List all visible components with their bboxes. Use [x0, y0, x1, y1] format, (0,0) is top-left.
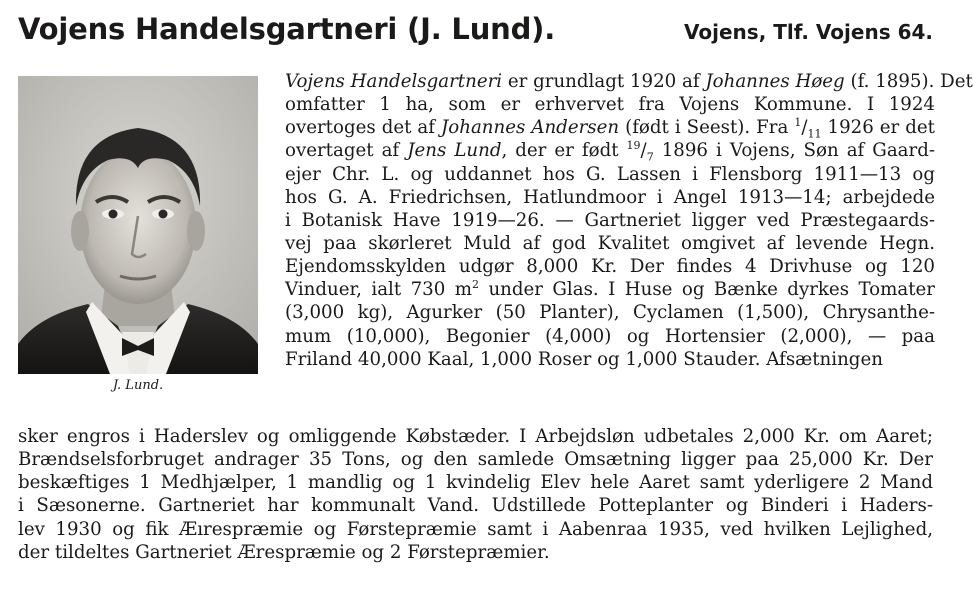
text-line — [285, 348, 935, 371]
text-line — [18, 494, 933, 517]
page-title: Vojens Handelsgartneri (J. Lund). — [18, 12, 556, 46]
text-run: under Glas. I Huse og Bænke dyrkes Tomater — [479, 279, 935, 301]
text-run: hos G. A. Friedrichsen, Hatlundmoor i Angel 1913—14; arbejdede — [285, 186, 935, 208]
portrait-caption: J. Lund. — [112, 378, 164, 393]
text-line — [285, 325, 935, 348]
text-line — [18, 541, 933, 564]
text-line — [285, 209, 935, 232]
text-line — [18, 471, 933, 494]
italic-name: Johannes Høeg — [705, 71, 845, 92]
text-run: der tildeltes Gartneriet Ærespræmie og 2 Førstepræmier. — [18, 541, 550, 563]
text-run: 2 — [472, 278, 479, 292]
text-run: Friland 40,000 Kaal, 1,000 Roser og 1,000 Stauder. Afsætningen — [285, 348, 883, 370]
text-line — [285, 278, 935, 301]
text-run: Ejendomsskylden udgør 8,000 Kr. Der findes 4 Drivhuse og 120 — [285, 256, 935, 278]
article-text-full-width — [18, 425, 933, 564]
italic-name: Johannes Andersen — [441, 117, 620, 139]
text-line — [18, 518, 933, 541]
italic-name: Vojens Handelsgartneri — [285, 71, 503, 92]
text-line — [285, 255, 935, 278]
text-line — [285, 163, 935, 186]
text-run: vej paa skørleret Muld af god Kvalitet omgivet af levende Hegn. — [285, 232, 935, 254]
text-line — [285, 116, 935, 139]
text-run: Brændselsforbruget andrager 35 Tons, og den samlede Omsætning ligger paa 25,000 Kr. Der — [18, 449, 933, 471]
article-text-wrapped — [285, 70, 973, 371]
text-run: 11 — [807, 127, 822, 141]
text-run: 1926 er det — [821, 117, 935, 139]
text-run: / — [801, 117, 808, 139]
text-line — [285, 186, 935, 209]
text-run: i Botanisk Have 1919—26. — Gartneriet ligger ved Præstegaards- — [285, 209, 935, 231]
text-run: (3,000 kg), Agurker (50 Planter), Cyclamen (1,500), Chrysanthe- — [285, 302, 935, 324]
text-run: omfatter 1 ha, som er erhvervet fra Vojens Kommune. I 1924 — [285, 94, 935, 116]
text-run: 7 — [646, 151, 654, 165]
text-line — [18, 448, 933, 471]
text-line — [285, 139, 935, 165]
text-run: , der er født — [501, 140, 627, 162]
portrait-photo — [18, 76, 258, 374]
text-line — [18, 425, 933, 448]
text-run: lev 1930 og fik Æırespræmie og Førstepræmie samt i Aabenraa 1935, ved hvilken Lejlighed, — [18, 518, 933, 540]
text-run: Vinduer, ialt 730 m — [285, 279, 472, 301]
text-run: mum (10,000), Begonier (4,000) og Hortensier (2,000), — paa — [285, 325, 935, 347]
text-run: i Sæsonerne. Gartneriet har kommunalt Vand. Udstillede Potteplanter og Binderi i Haders- — [18, 495, 933, 517]
text-run: sker engros i Haderslev og omliggende Købstæder. I Arbejdsløn udbetales 2,000 Kr. om Aaret; — [18, 426, 933, 447]
text-line — [285, 232, 935, 255]
text-run: ejer Chr. L. og uddannet hos G. Lassen i Flensborg 1911—13 og — [285, 163, 935, 185]
text-run: / — [640, 140, 647, 162]
location-phone: Vojens, Tlf. Vojens 64. — [684, 20, 933, 44]
text-run: overtoges det af — [285, 117, 441, 139]
text-run: (født i Seest). Fra — [619, 117, 795, 139]
text-line — [285, 93, 935, 116]
text-line — [285, 301, 935, 324]
text-run: 1 — [794, 116, 802, 130]
italic-name: Jens Lund — [407, 140, 502, 162]
text-run: er grundlagt 1920 af — [502, 71, 706, 92]
page-header — [18, 12, 933, 56]
text-line — [285, 70, 973, 93]
text-run: 1896 i Vojens, Søn af Gaard- — [653, 140, 935, 162]
text-run: overtaget af — [285, 140, 408, 162]
text-run: 19 — [626, 139, 641, 153]
text-run: (f. 1895). Det — [844, 71, 973, 92]
text-run: beskæftiges 1 Medhjælper, 1 mandlig og 1 kvindelig Elev hele Aaret samt yderligere 2 Mand — [18, 472, 933, 494]
